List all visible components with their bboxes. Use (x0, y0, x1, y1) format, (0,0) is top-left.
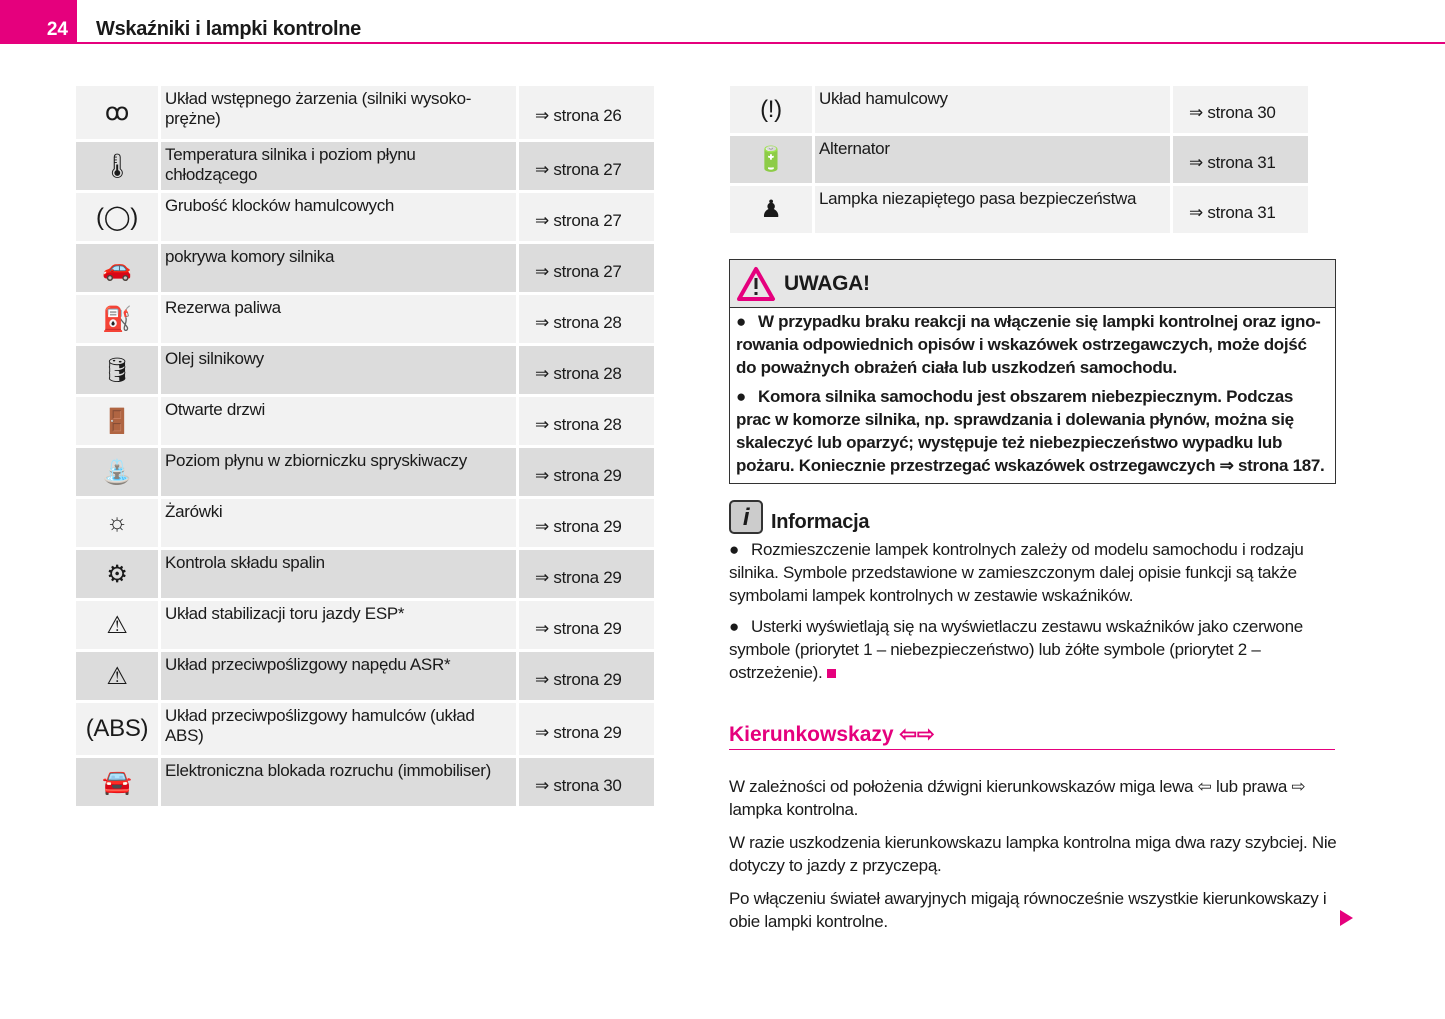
symbol-row (76, 550, 654, 598)
page-reference-link[interactable]: ⇒ strona 27 (519, 142, 654, 190)
symbol-row (76, 346, 654, 394)
page-reference-link[interactable]: ⇒ strona 28 (519, 397, 654, 445)
symbol-label: Układ przeciwpoślizgowy napędu ASR* (161, 652, 516, 700)
warning-box: UWAGA! ● W przypadku braku reakcji na włączenie się lampki kontrolnej oraz igno-rowania odpowiednich opisów i wskazówek ostrzegawczych, może dojść do poważnych obrażeń ciała lub uszkodzeń samochodu. ● Komora silnika samochodu jest obszarem niebezpiecznym. Podczas prac w komorze silnika, np. sprawdzania i dolewania płynów, można się skaleczyć lub oparzyć; występuje też niebezpieczeństwo wypadku lub pożaru. Koniecznie przestrzegać wskazówek ostrzegawczych ⇒ strona 187. (729, 259, 1336, 484)
section-body (729, 775, 1339, 943)
paragraph: Po włączeniu świateł awaryjnych migają równocześnie wszystkie kierunkowskazy i obie lampki kontrolne. (729, 889, 1327, 931)
page-reference-link[interactable]: ⇒ strona 28 (519, 346, 654, 394)
page-reference-link[interactable]: ⇒ strona 27 (519, 244, 654, 292)
battery-icon: 🔋 (730, 136, 812, 183)
bulb-icon: ☼ (76, 499, 158, 547)
symbol-row (76, 601, 654, 649)
symbol-row (76, 703, 654, 755)
brake-system-icon: (!) (730, 86, 812, 133)
brake-pad-icon: (◯) (76, 193, 158, 241)
washer-fluid-icon: ⛲ (76, 448, 158, 496)
symbol-row (76, 295, 654, 343)
warning-triangle-icon (736, 266, 776, 302)
symbol-label: Układ przeciwpoślizgowy hamulców (układ ABS) (161, 703, 516, 755)
paragraph: W razie uszkodzenia kierunkowskazu lampka kontrolna miga dwa razy szybciej. Nie dotyczy to jazdy z przyczepą. (729, 833, 1337, 875)
info-title: Informacja (771, 511, 870, 533)
left-symbol-table (73, 83, 657, 809)
page-reference-link[interactable]: ⇒ strona 30 (519, 758, 654, 806)
page-reference-link[interactable]: ⇒ strona 28 (519, 295, 654, 343)
info-box: i Informacja ● Rozmieszczenie lampek kontrolnych zależy od modelu samochodu i rodzaju silnika. Symbole przedstawione w zamieszczonym dalej opisie funkcji są także symbolami lampek kontrolnych w zestawie wskaźników. ● Usterki wyświetlają się na wyświetlaczu zestawu wskaźników jako czerwone symbole (priorytet 1 – niebezpieczeństwo) lub żółte symbole (priorytet 2 – ostrzeżenie). (729, 500, 1339, 692)
page-reference-link[interactable]: ⇒ strona 29 (519, 550, 654, 598)
symbol-label: Temperatura silnika i poziom płynu chłodzącego (161, 142, 516, 190)
oil-can-icon: 🛢 (76, 346, 158, 394)
asr-icon: ⚠ (76, 652, 158, 700)
symbol-row (76, 448, 654, 496)
symbol-row (76, 499, 654, 547)
symbol-label: Układ hamulcowy (815, 86, 1170, 133)
warning-title: UWAGA! (784, 271, 870, 295)
symbol-label: Rezerwa paliwa (161, 295, 516, 343)
symbol-row (730, 136, 1308, 183)
glow-plug-icon: ꝏ (76, 86, 158, 139)
fuel-reserve-icon: ⛽ (76, 295, 158, 343)
symbol-row (76, 758, 654, 806)
symbol-row (76, 193, 654, 241)
page-title: Wskaźniki i lampki kontrolne (96, 18, 361, 40)
page-reference-link[interactable]: ⇒ strona 29 (519, 601, 654, 649)
page-reference-link[interactable]: ⇒ strona 29 (519, 652, 654, 700)
symbol-label: Lampka niezapiętego pasa bezpieczeństwa (815, 186, 1170, 233)
page-reference-link[interactable]: ⇒ strona 26 (519, 86, 654, 139)
seatbelt-icon: ♟ (730, 186, 812, 233)
abs-icon: (ABS) (76, 703, 158, 755)
symbol-row (730, 186, 1308, 233)
symbol-label: Alternator (815, 136, 1170, 183)
symbol-label: Poziom płynu w zbiorniczku spryskiwaczy (161, 448, 516, 496)
warning-item: Komora silnika samochodu jest obszarem niebezpiecznym. Podczas prac w komorze silnika, np. sprawdzania i dolewania płynów, można się skaleczyć lub oparzyć; występuje też niebezpieczeństwo wypadku lub pożaru. Koniecznie przestrzegać wskazówek ostrzegawczych ⇒ strona 187. (736, 387, 1325, 475)
page-reference-link[interactable]: ⇒ strona 30 (1173, 86, 1308, 133)
engine-check-icon: ⚙ (76, 550, 158, 598)
symbol-label: Otwarte drzwi (161, 397, 516, 445)
symbol-label: Układ wstępnego żarzenia (silniki wysoko-prężne) (161, 86, 516, 139)
symbol-label: Kontrola składu spalin (161, 550, 516, 598)
section-title: Kierunkowskazy (729, 723, 894, 746)
page-reference-link[interactable]: ⇒ strona 29 (519, 448, 654, 496)
page-reference-link[interactable]: ⇒ strona 31 (1173, 136, 1308, 183)
page-number: 24 (0, 0, 77, 44)
door-open-icon: 🚪 (76, 397, 158, 445)
page-reference-link[interactable]: ⇒ strona 29 (519, 703, 654, 755)
page-reference-link[interactable]: ⇒ strona 31 (1173, 186, 1308, 233)
header-rule (77, 42, 1445, 44)
symbol-row (76, 86, 654, 139)
symbol-label: Olej silnikowy (161, 346, 516, 394)
bonnet-open-icon: 🚗 (76, 244, 158, 292)
symbol-row (730, 86, 1308, 133)
right-symbol-table (727, 83, 1311, 236)
info-item: Usterki wyświetlają się na wyświetlaczu zestawu wskaźników jako czerwone symbole (priorytet 1 – niebezpieczeństwo) lub żółte symbole (priorytet 2 – ostrzeżenie). (729, 617, 1303, 682)
warning-item: W przypadku braku reakcji na włączenie się lampki kontrolnej oraz igno-rowania odpowiednich opisów i wskazówek ostrzegawczych, może dojść do poważnych obrażeń ciała lub uszkodzeń samochodu. (736, 312, 1321, 377)
page-reference-link[interactable]: ⇒ strona 27 (519, 193, 654, 241)
symbol-label: Żarówki (161, 499, 516, 547)
symbol-row (76, 397, 654, 445)
paragraph: W zależności od położenia dźwigni kierunkowskazów miga lewa ⇦ lub prawa ⇨ lampka kontrolna. (729, 777, 1306, 819)
symbol-row (76, 652, 654, 700)
next-page-arrow-icon[interactable] (1340, 910, 1353, 926)
info-item: Rozmieszczenie lampek kontrolnych zależy od modelu samochodu i rodzaju silnika. Symbole przedstawione w zamieszczonym dalej opisie funkcji są także symbolami lampek kontrolnych w zestawie wskaźników. (729, 540, 1304, 605)
section-heading (729, 722, 1335, 750)
esp-icon: ⚠ (76, 601, 158, 649)
page-reference-link[interactable]: ⇒ strona 29 (519, 499, 654, 547)
symbol-label: Elektroniczna blokada rozruchu (immobiliser) (161, 758, 516, 806)
symbol-label: Grubość klocków hamulcowych (161, 193, 516, 241)
coolant-temperature-icon: 🌡 (76, 142, 158, 190)
symbol-row (76, 142, 654, 190)
symbol-row (76, 244, 654, 292)
symbol-label: pokrywa komory silnika (161, 244, 516, 292)
symbol-label: Układ stabilizacji toru jazdy ESP* (161, 601, 516, 649)
info-icon: i (729, 500, 763, 534)
end-marker-icon (827, 669, 836, 678)
immobiliser-icon: 🚘 (76, 758, 158, 806)
turn-signal-arrows-icon: ⇦⇨ (899, 723, 935, 746)
